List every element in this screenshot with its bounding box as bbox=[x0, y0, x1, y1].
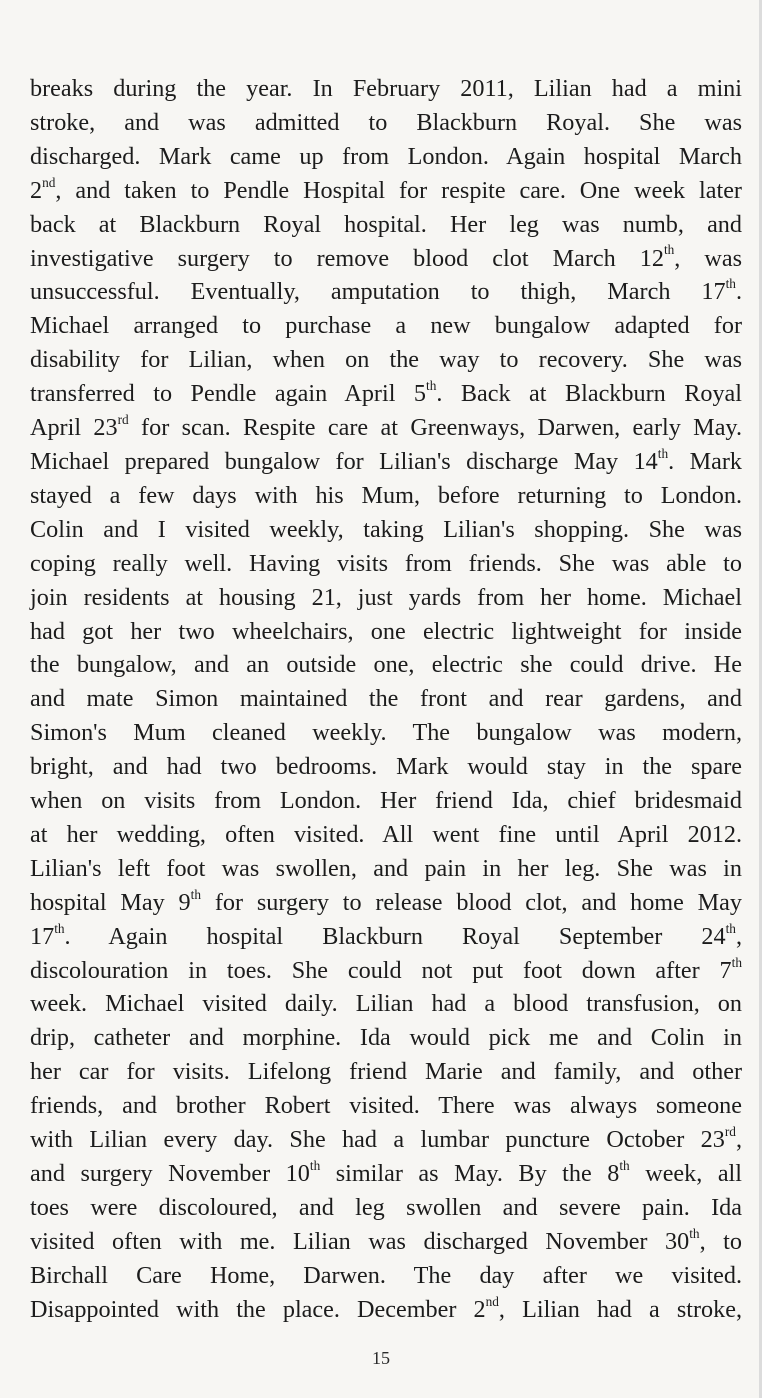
ordinal-superscript: th bbox=[309, 1157, 321, 1173]
text-line: stayed a few days with his Mum, before returning to London. bbox=[30, 481, 742, 509]
text-line: 17th. Again hospital Blackburn Royal September 24th, bbox=[30, 920, 742, 950]
ordinal-superscript: th bbox=[663, 242, 675, 258]
text-line: coping really well. Having visits from friends. She was able to bbox=[30, 549, 742, 577]
text-line: unsuccessful. Eventually, amputation to thigh, March 17th. bbox=[30, 276, 742, 306]
ordinal-superscript: rd bbox=[117, 412, 129, 428]
ordinal-superscript: th bbox=[54, 920, 65, 936]
text-line: her car for visits. Lifelong friend Marie and family, and other bbox=[30, 1058, 742, 1086]
text-line: investigative surgery to remove blood clot March 12th, was bbox=[30, 242, 742, 272]
text-line: Birchall Care Home, Darwen. The day after we visited. bbox=[30, 1261, 742, 1289]
text-line: visited often with me. Lilian was discharged November 30th, to bbox=[30, 1225, 742, 1255]
text-line: bright, and had two bedrooms. Mark would stay in the spare bbox=[30, 753, 742, 781]
text-line: stroke, and was admitted to Blackburn Royal. She was bbox=[30, 108, 742, 136]
ordinal-superscript: th bbox=[190, 886, 201, 902]
ordinal-superscript: th bbox=[731, 954, 742, 970]
text-line: Colin and I visited weekly, taking Lilian's shopping. She was bbox=[30, 515, 742, 543]
text-line: 2nd, and taken to Pendle Hospital for respite care. One week later bbox=[30, 174, 742, 204]
ordinal-superscript: nd bbox=[42, 174, 56, 190]
text-line: the bungalow, and an outside one, electric she could drive. He bbox=[30, 651, 742, 679]
body-paragraph bbox=[30, 72, 742, 1327]
ordinal-superscript: nd bbox=[485, 1293, 499, 1309]
text-line: hospital May 9th for surgery to release blood clot, and home May bbox=[30, 886, 742, 916]
text-line: toes were discoloured, and leg swollen and severe pain. Ida bbox=[30, 1193, 742, 1221]
text-line: Disappointed with the place. December 2nd, Lilian had a stroke, bbox=[30, 1293, 742, 1323]
text-line: Michael prepared bungalow for Lilian's discharge May 14th. Mark bbox=[30, 445, 742, 475]
text-line: Simon's Mum cleaned weekly. The bungalow was modern, bbox=[30, 719, 742, 747]
ordinal-superscript: th bbox=[725, 276, 736, 292]
ordinal-superscript: th bbox=[689, 1225, 700, 1241]
text-line: drip, catheter and morphine. Ida would pick me and Colin in bbox=[30, 1024, 742, 1052]
text-line: breaks during the year. In February 2011, Lilian had a mini bbox=[30, 75, 742, 102]
text-line: Michael arranged to purchase a new bungalow adapted for bbox=[30, 312, 742, 340]
text-line: discharged. Mark came up from London. Again hospital March bbox=[30, 142, 742, 170]
text-line: transferred to Pendle again April 5th. Back at Blackburn Royal bbox=[30, 378, 742, 408]
ordinal-superscript: th bbox=[426, 378, 437, 394]
page-number: 15 bbox=[372, 1348, 390, 1368]
text-line: friends, and brother Robert visited. There was always someone bbox=[30, 1092, 742, 1120]
text-line: had got her two wheelchairs, one electric lightweight for inside bbox=[30, 617, 742, 645]
text-line: with Lilian every day. She had a lumbar puncture October 23rd, bbox=[30, 1124, 742, 1154]
ordinal-superscript: rd bbox=[724, 1124, 736, 1140]
text-line: April 23rd for scan. Respite care at Greenways, Darwen, early May. bbox=[30, 412, 742, 442]
text-line: and surgery November 10th similar as May. By the 8th week, all bbox=[30, 1157, 742, 1187]
text-line: disability for Lilian, when on the way to recovery. She was bbox=[30, 346, 742, 374]
text-line: Lilian's left foot was swollen, and pain in her leg. She was in bbox=[30, 854, 742, 882]
ordinal-superscript: th bbox=[725, 920, 736, 936]
text-line: at her wedding, often visited. All went fine until April 2012. bbox=[30, 820, 742, 848]
ordinal-superscript: th bbox=[619, 1157, 630, 1173]
text-line: back at Blackburn Royal hospital. Her leg was numb, and bbox=[30, 210, 742, 238]
text-line: discolouration in toes. She could not put foot down after 7th bbox=[30, 954, 742, 984]
text-line: and mate Simon maintained the front and rear gardens, and bbox=[30, 685, 742, 713]
text-line: join residents at housing 21, just yards from her home. Michael bbox=[30, 583, 742, 611]
text-line: week. Michael visited daily. Lilian had a blood transfusion, on bbox=[30, 990, 742, 1018]
ordinal-superscript: th bbox=[657, 445, 669, 461]
text-line: when on visits from London. Her friend Ida, chief bridesmaid bbox=[30, 787, 742, 815]
